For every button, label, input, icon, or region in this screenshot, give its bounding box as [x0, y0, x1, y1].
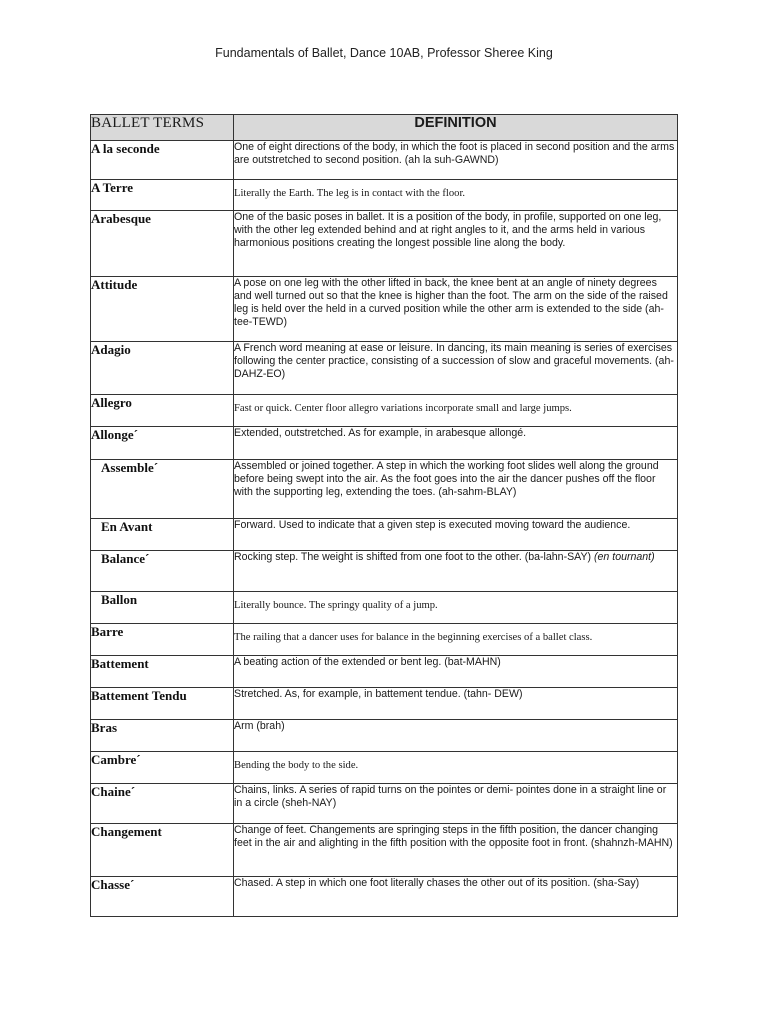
- table-row: [91, 551, 678, 592]
- definition-cell: Arm (brah): [234, 720, 678, 752]
- term-cell: Barre: [91, 624, 234, 656]
- term-cell: Arabesque: [91, 211, 234, 277]
- column-header-definition: DEFINITION: [234, 115, 678, 141]
- table-row: [91, 460, 678, 519]
- definition-text: Rocking step. The weight is shifted from one foot to the other. (ba-lahn-SAY): [234, 551, 592, 563]
- definition-cell: Literally bounce. The springy quality of a jump.: [234, 592, 678, 624]
- definition-cell: One of the basic poses in ballet. It is a position of the body, in profile, supported on one leg, with the other leg extended behind and at right angles to it, and the arms held in various harmonious positions creating the longest possible line along the body.: [234, 211, 678, 277]
- table-header-row: [91, 115, 678, 141]
- term-cell: Attitude: [91, 277, 234, 342]
- table-row: [91, 277, 678, 342]
- definition-extra-italic: (en tournant): [594, 551, 655, 563]
- table-row: [91, 342, 678, 395]
- definition-cell: Extended, outstretched. As for example, in arabesque allongé.: [234, 427, 678, 460]
- term-cell: Adagio: [91, 342, 234, 395]
- definition-cell: One of eight directions of the body, in which the foot is placed in second position and the arms are outstretched to second position. (ah la suh-GAWND): [234, 141, 678, 180]
- definition-cell: The railing that a dancer uses for balance in the beginning exercises of a ballet class.: [234, 624, 678, 656]
- table-row: [91, 427, 678, 460]
- term-cell: Cambre´: [91, 752, 234, 784]
- definition-cell: Bending the body to the side.: [234, 752, 678, 784]
- term-cell: Bras: [91, 720, 234, 752]
- definition-cell: Chains, links. A series of rapid turns on the pointes or demi- pointes done in a straight line or in a circle (sheh-NAY): [234, 784, 678, 824]
- definition-cell: Chased. A step in which one foot literally chases the other out of its position. (sha-Say): [234, 877, 678, 917]
- table-row: [91, 624, 678, 656]
- term-cell: Chaine´: [91, 784, 234, 824]
- term-cell: Chasse´: [91, 877, 234, 917]
- table-row: [91, 877, 678, 917]
- definition-cell: Forward. Used to indicate that a given step is executed moving toward the audience.: [234, 519, 678, 551]
- term-cell: Battement: [91, 656, 234, 688]
- definition-cell: Literally the Earth. The leg is in contact with the floor.: [234, 180, 678, 211]
- definition-cell: A pose on one leg with the other lifted in back, the knee bent at an angle of ninety degrees and well turned out so that the knee is higher than the foot. The arm on the side of the raised leg is held over the held in a curved position while the other arm is extended to the side (ah-tee-TEWD): [234, 277, 678, 342]
- term-cell: A Terre: [91, 180, 234, 211]
- table-row: [91, 211, 678, 277]
- table-row: [91, 180, 678, 211]
- ballet-terms-table: [90, 114, 678, 917]
- table-row: [91, 656, 678, 688]
- definition-cell: Change of feet. Changements are springing steps in the fifth position, the dancer changing feet in the air and alighting in the fifth position with the opposite foot in front. (shahnzh-MAHN): [234, 824, 678, 877]
- table-row: [91, 720, 678, 752]
- definition-cell: Assembled or joined together. A step in which the working foot slides well along the ground before being swept into the air. As the foot goes into the air the dancer pushes off the floor with the supporting leg, extending the toes. (ah-sahm-BLAY): [234, 460, 678, 519]
- table-row: [91, 688, 678, 720]
- term-cell: Balance´: [91, 551, 234, 592]
- table-row: [91, 824, 678, 877]
- term-cell: En Avant: [91, 519, 234, 551]
- table-row: [91, 395, 678, 427]
- term-cell: Ballon: [91, 592, 234, 624]
- definition-cell: A beating action of the extended or bent leg. (bat-MAHN): [234, 656, 678, 688]
- term-cell: Battement Tendu: [91, 688, 234, 720]
- page-header-title: Fundamentals of Ballet, Dance 10AB, Professor Sheree King: [215, 46, 553, 60]
- definition-cell: Stretched. As, for example, in battement tendue. (tahn- DEW): [234, 688, 678, 720]
- term-cell: Allegro: [91, 395, 234, 427]
- term-cell: Changement: [91, 824, 234, 877]
- table-row: [91, 752, 678, 784]
- table-row: [91, 519, 678, 551]
- definition-cell: A French word meaning at ease or leisure. In dancing, its main meaning is series of exercises following the center practice, consisting of a succession of slow and graceful movements. (ah-DAHZ-EO): [234, 342, 678, 395]
- term-cell: Allonge´: [91, 427, 234, 460]
- table-row: [91, 141, 678, 180]
- term-cell: Assemble´: [91, 460, 234, 519]
- table-row: [91, 592, 678, 624]
- term-cell: A la seconde: [91, 141, 234, 180]
- table-row: [91, 784, 678, 824]
- column-header-terms: BALLET TERMS: [91, 115, 234, 141]
- definition-cell: Fast or quick. Center floor allegro variations incorporate small and large jumps.: [234, 395, 678, 427]
- definition-cell: [234, 551, 678, 592]
